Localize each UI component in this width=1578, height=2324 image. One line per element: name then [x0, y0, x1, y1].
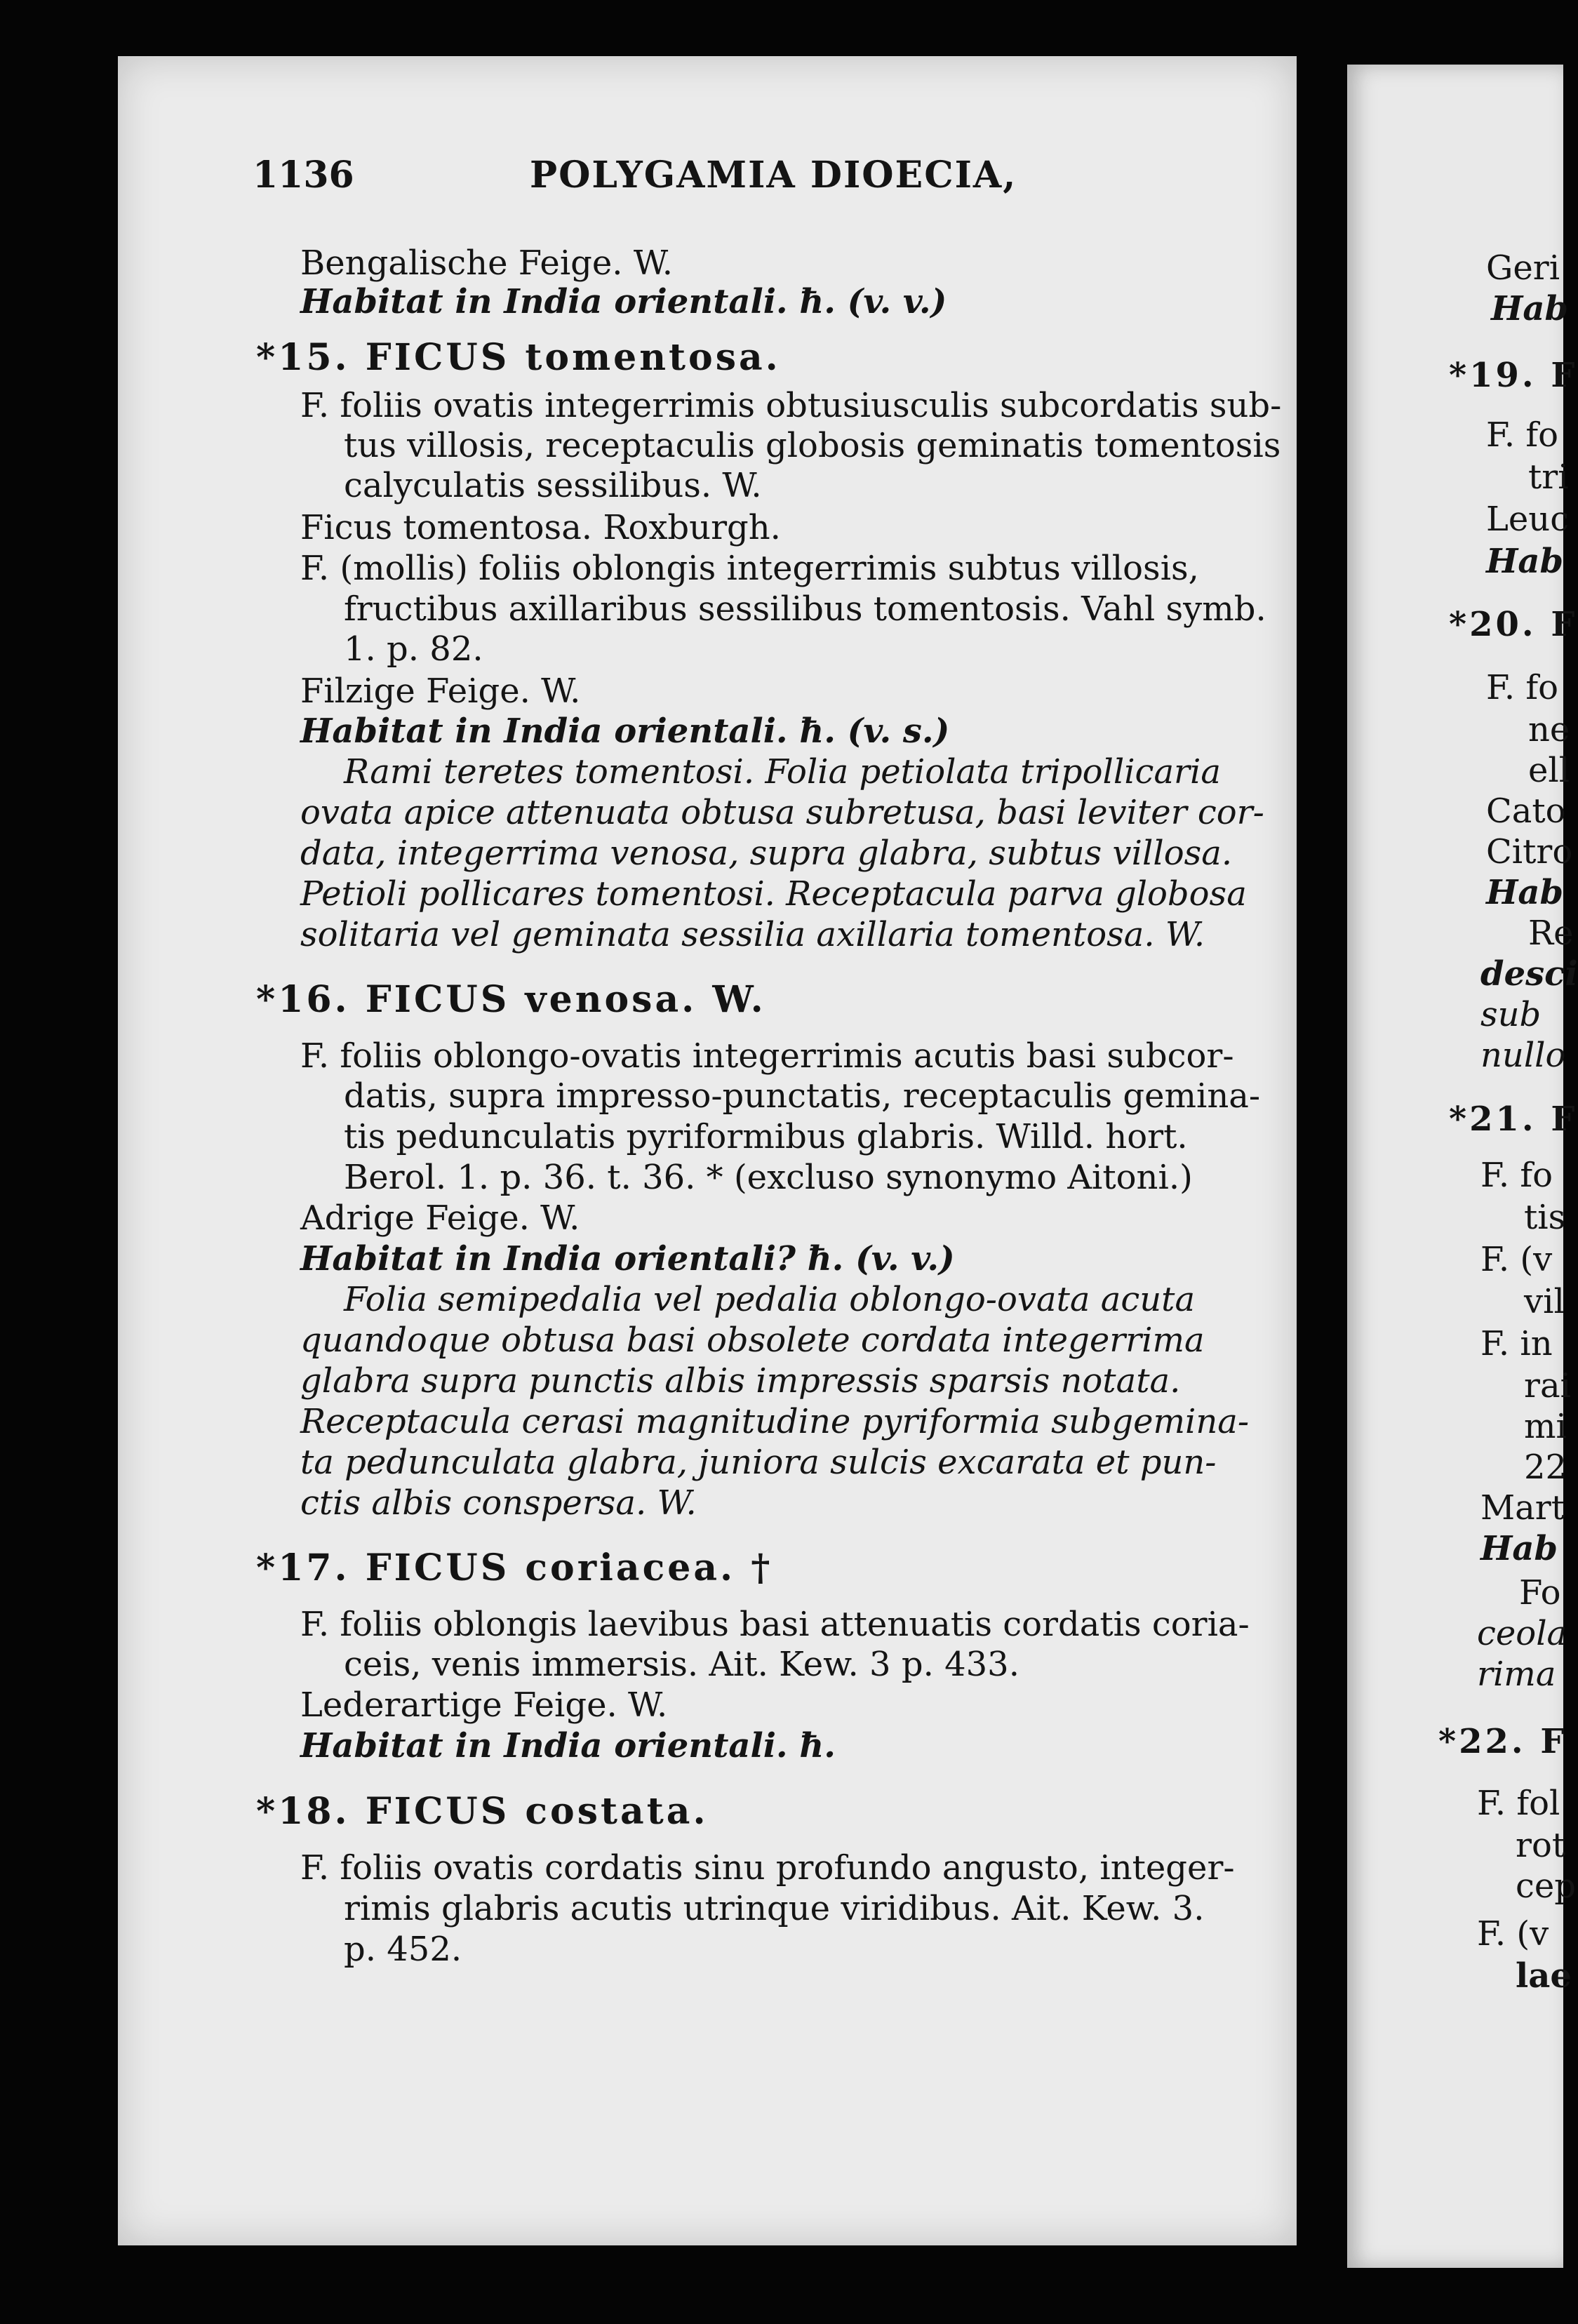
right-fragment: tri — [1528, 458, 1569, 497]
species-heading: *15. FICUS tomentosa. — [256, 336, 781, 379]
right-fragment: F. fo — [1480, 1156, 1553, 1195]
right-fragment: *20. F — [1449, 605, 1578, 644]
text-line: F. (mollis) foliis oblongis integerrimis subtus villosis, — [300, 549, 1199, 588]
right-fragment: *22. F — [1438, 1722, 1567, 1761]
right-fragment: F. in — [1480, 1324, 1553, 1363]
text-line: datis, supra impresso-punctatis, receptaculis gemina- — [344, 1076, 1261, 1116]
right-fragment: tis — [1524, 1198, 1566, 1237]
text-line: Petioli pollicares tomentosi. Receptacula parva globosa — [300, 874, 1247, 914]
text-line: F. foliis oblongis laevibus basi attenuatis cordatis coria- — [300, 1605, 1250, 1644]
right-fragment: *21. F — [1449, 1100, 1578, 1139]
right-fragment: F. (v — [1477, 1914, 1549, 1954]
text-line: solitaria vel geminata sessilia axillaria tomentosa. W. — [300, 915, 1205, 954]
text-line: p. 452. — [344, 1930, 462, 1969]
text-line: tis pedunculatis pyriformibus glabris. Willd. hort. — [344, 1117, 1188, 1156]
right-fragment: Geri — [1486, 248, 1560, 288]
right-fragment: desci — [1480, 954, 1578, 994]
right-fragment: ell — [1528, 751, 1570, 790]
text-line: glabra supra punctis albis impressis sparsis notata. — [300, 1361, 1181, 1401]
text-line: ceis, venis immersis. Ait. Kew. 3 p. 433. — [344, 1645, 1019, 1684]
right-fragment: Hab — [1486, 542, 1564, 581]
right-fragment: Hab — [1491, 289, 1569, 328]
text-line: Rami teretes tomentosi. Folia petiolata tripollicaria — [344, 752, 1221, 792]
right-fragment: F. fo — [1486, 668, 1559, 707]
text-line: tus villosis, receptaculis globosis geminatis tomentosis — [344, 426, 1281, 465]
text-line: Lederartige Feige. W. — [300, 1685, 668, 1725]
right-fragment: Hab — [1486, 873, 1564, 912]
text-line: F. foliis ovatis cordatis sinu profundo angusto, integer- — [300, 1848, 1235, 1888]
right-fragment: lae — [1516, 1956, 1572, 1996]
right-fragment: 22 — [1524, 1448, 1567, 1487]
page-number: 1136 — [253, 154, 354, 196]
right-fragment: F. fol — [1477, 1784, 1560, 1823]
right-fragment: ne — [1528, 710, 1570, 749]
species-heading: *17. FICUS coriacea. † — [256, 1547, 773, 1589]
right-fragment: rima — [1477, 1655, 1556, 1694]
right-fragment: nullo — [1480, 1036, 1566, 1075]
text-line: F. foliis ovatis integerrimis obtusiusculis subcordatis sub- — [300, 386, 1282, 425]
right-fragment: Re — [1528, 914, 1574, 953]
text-line: 1. p. 82. — [344, 629, 483, 669]
right-fragment: Hab — [1480, 1529, 1558, 1568]
species-heading: *18. FICUS costata. — [256, 1790, 709, 1833]
text-line: quandoque obtusa basi obsolete cordata integerrima — [300, 1321, 1205, 1360]
right-fragment: Leuc — [1486, 500, 1570, 539]
text-line: Bengalische Feige. W. — [300, 243, 674, 283]
text-line: Habitat in India orientali. ħ. (v. v.) — [300, 282, 947, 321]
text-line: ctis albis conspersa. W. — [300, 1483, 697, 1523]
text-line: Filzige Feige. W. — [300, 672, 581, 711]
text-line: Adrige Feige. W. — [300, 1198, 580, 1238]
text-line: Folia semipedalia vel pedalia oblongo-ovata acuta — [344, 1280, 1196, 1319]
right-fragment: F. fo — [1486, 415, 1559, 455]
text-line: Habitat in India orientali. ħ. — [300, 1726, 836, 1765]
text-line: rimis glabris acutis utrinque viridibus. Ait. Kew. 3. — [344, 1889, 1205, 1928]
text-line: Ficus tomentosa. Roxburgh. — [300, 508, 781, 547]
right-fragment: Mart — [1480, 1488, 1565, 1528]
text-line: F. foliis oblongo-ovatis integerrimis acutis basi subcor- — [300, 1036, 1234, 1076]
text-line: ta pedunculata glabra, juniora sulcis excarata et pun- — [300, 1443, 1217, 1482]
right-fragment: Fo — [1519, 1573, 1561, 1612]
right-fragment: rai — [1524, 1366, 1571, 1405]
text-line: ovata apice attenuata obtusa subretusa, basi leviter cor- — [300, 793, 1264, 832]
text-line: Habitat in India orientali? ħ. (v. v.) — [300, 1239, 955, 1278]
right-fragment: cep — [1516, 1866, 1577, 1906]
text-line: Receptacula cerasi magnitudine pyriformia subgemina- — [300, 1402, 1250, 1441]
right-fragment: Citro — [1486, 832, 1573, 872]
running-title: POLYGAMIA DIOECIA, — [530, 154, 1017, 196]
right-fragment: ceola — [1477, 1614, 1567, 1653]
right-fragment: *19. F — [1449, 356, 1578, 395]
right-fragment: vil — [1524, 1282, 1565, 1321]
right-fragment: Cato — [1486, 792, 1566, 831]
right-fragment: F. (v — [1480, 1240, 1553, 1279]
text-line: data, integerrima venosa, supra glabra, subtus villosa. — [300, 834, 1233, 873]
text-line: fructibus axillaribus sessilibus tomentosis. Vahl symb. — [344, 589, 1266, 629]
right-fragment: rot — [1516, 1826, 1566, 1865]
text-line: calyculatis sessilibus. W. — [344, 466, 762, 505]
text-line: Habitat in India orientali. ħ. (v. s.) — [300, 712, 950, 751]
species-heading: *16. FICUS venosa. W. — [256, 978, 766, 1021]
text-line: Berol. 1. p. 36. t. 36. * (excluso synonymo Aitoni.) — [344, 1158, 1193, 1197]
right-fragment: mi — [1524, 1407, 1567, 1446]
right-fragment: sub — [1480, 995, 1542, 1034]
